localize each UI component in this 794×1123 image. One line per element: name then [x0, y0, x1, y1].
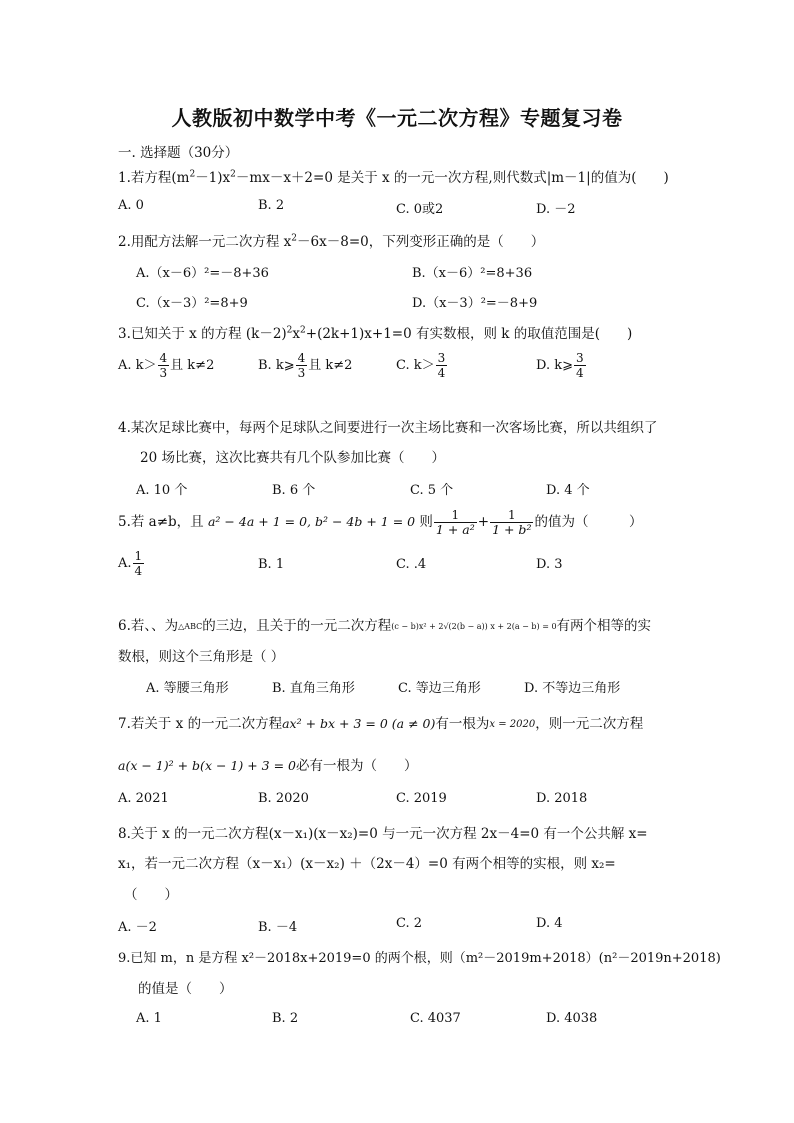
question-9-line-2: 的值是（ ） — [138, 981, 233, 997]
q2-option-c: C.（x－3）²=8+9 — [136, 296, 248, 311]
question-9-line-1: 9.已知 m，n 是方程 x²－2018x+2019=0 的两个根，则（m²－2019m+2018）(n²－2019n+2018) — [118, 951, 721, 966]
question-3: 3.已知关于 x 的方程 $(k-2)^2x^2+(2k+1)x+1=0$ 有实数根，则 k 的取值范围是( ) — [118, 325, 633, 342]
q4-option-b: B. 6 个 — [272, 483, 316, 498]
q4-option-d: D. 4 个 — [546, 483, 590, 498]
q7-option-b: B. 2020 — [258, 791, 309, 806]
q7-root: x = 2020 — [489, 719, 536, 730]
q7-equation-1: ax² + bx + 3 = 0 (a ≠ 0) — [282, 716, 436, 731]
question-5: 5.若 a≠b，且 a² − 4a + 1 = 0, b² − 4b + 1 = 0 则 $\frac{1}{\text{1 + a²}}$ + $\frac{1}{\text{1 + b²}}$ 的值为（ ） — [118, 508, 643, 537]
question-2: 2.用配方法解一元二次方程 $x^2-6x-8=0$，下列变形正确的是（ ） — [118, 233, 545, 250]
q1-stem-part: －1)x — [195, 170, 231, 186]
q5-option-c: C. .4 — [396, 557, 427, 572]
question-7-line-2 — [118, 754, 418, 774]
q3-d-prefix: D. k⩾ — [536, 358, 573, 373]
q6-stem-part: 6.若 — [118, 618, 145, 634]
q3-a-suffix: 且 k≠2 — [170, 358, 215, 373]
q5-option-d: D. 3 — [536, 557, 563, 572]
q7-option-c: C. 2019 — [396, 791, 447, 806]
q7-stem-part: 有一根为 — [435, 716, 490, 732]
question-1: 1.若方程$(m^2-1)x^2-mx-x+2=0$ 是关于 x 的一元一次方程,则代数式|m－1|的值为( ) — [118, 169, 669, 186]
q6-option-d: D. 不等边三角形 — [524, 681, 621, 696]
q5-condition: a² − 4a + 1 = 0, b² − 4b + 1 = 0 — [207, 514, 416, 529]
q7-stem-part: 7.若关于 x 的一元二次方程 — [118, 716, 283, 732]
q3-option-d — [536, 351, 587, 380]
q3-stem-part: +(2k+1)x+1=0 有实数根，则 k 的取值范围是( ) — [305, 326, 633, 342]
q3-a-prefix: A. k＞ — [118, 358, 157, 373]
q9-option-c: C. 4037 — [410, 1011, 461, 1026]
question-6-line-1 — [118, 614, 651, 634]
q6-stem-part: 的一元二次方程 — [296, 618, 392, 634]
q6-stem-part: 为 — [164, 618, 179, 634]
q5-a-prefix: A. — [118, 556, 132, 571]
q6-stem-part: 有两个相等的实 — [556, 618, 652, 634]
q3-option-c — [396, 351, 448, 380]
question-4-line-1: 4.某次足球比赛中，每两个足球队之间要进行一次主场比赛和一次客场比赛，所以共组织了 — [118, 420, 658, 436]
q7-equation-2: a(x − 1)² + b(x − 1) + 3 = 0 — [118, 758, 296, 773]
q1-stem-part: －mx－x＋2=0 是关于 x 的一元一次方程,则代数式|m－1|的值为( ) — [235, 170, 669, 186]
q5-option-b: B. 1 — [258, 557, 285, 572]
q1-option-d: D. －2 — [536, 202, 576, 217]
fraction: $\frac{4}{3}$ — [159, 351, 168, 380]
q7-option-a: A. 2021 — [118, 791, 169, 806]
question-8-line-3: （ ） — [124, 887, 178, 903]
q9-option-a: A. 1 — [136, 1011, 162, 1026]
fraction: $\frac{1}{4}$ — [134, 549, 143, 578]
fraction: $\frac{1}{\text{1 + a²}}$ — [435, 508, 475, 537]
q6-option-a: A. 等腰三角形 — [146, 681, 229, 696]
q1-option-b: B. 2 — [258, 198, 285, 213]
q6-option-b: B. 直角三角形 — [272, 681, 355, 696]
q6-stem-part: 的三边，且关于 — [202, 618, 297, 634]
q6-stem-part: 、 — [151, 618, 165, 634]
fraction: $\frac{3}{4}$ — [576, 351, 584, 380]
q2-option-a: A.（x－6）²=－8+36 — [136, 266, 269, 281]
q5-option-a — [118, 549, 145, 578]
fraction: $\frac{4}{3}$ — [297, 351, 306, 380]
q8-option-a: A. －2 — [118, 920, 157, 935]
question-8-line-1: 8.关于 x 的一元二次方程(x－x₁)(x－x₂)=0 与一元一次方程 2x－4=0 有一个公共解 x= — [118, 826, 648, 842]
q1-option-c: C. 0或2 — [396, 202, 444, 217]
section-heading: 一. 选择题（30分） — [118, 145, 239, 161]
fraction: $\frac{1}{\text{1 + b²}}$ — [492, 508, 532, 537]
page-title: 人教版初中数学中考《一元二次方程》专题复习卷 — [171, 106, 623, 130]
q5-stem-part: 5.若 a≠b，且 — [118, 514, 204, 530]
q7-stem-part: ，则一元二次方程 — [535, 716, 644, 732]
fraction: $\frac{3}{4}$ — [437, 351, 446, 380]
q6-stem-part: 、 — [144, 618, 152, 634]
q4-option-c: C. 5 个 — [410, 483, 454, 498]
q6-option-c: C. 等边三角形 — [398, 681, 481, 696]
q9-option-d: D. 4038 — [546, 1011, 598, 1026]
question-7-line-1 — [118, 712, 643, 732]
q2-option-d: D.（x－3）²=－8+9 — [412, 296, 538, 311]
q8-option-d: D. 4 — [536, 916, 563, 931]
q8-option-c: C. 2 — [396, 916, 423, 931]
question-4-line-2: 20 场比赛，这次比赛共有几个队参加比赛（ ） — [140, 450, 445, 466]
q7-stem-part: 必有一根为（ ） — [296, 758, 418, 774]
q6-equation: (c − b)x² + 2√(2(b − a)) x + 2(a − b) = 0 — [391, 622, 557, 631]
q3-b-suffix: 且 k≠2 — [308, 358, 353, 373]
q1-option-a: A. 0 — [118, 198, 144, 213]
q2-stem-part: －6x－8=0，下列变形正确的是（ ） — [297, 234, 545, 250]
q2-stem-part: 2.用配方法解一元二次方程 x — [118, 234, 292, 250]
q3-c-prefix: C. k＞ — [396, 358, 435, 373]
q5-stem-part: 的值为（ ） — [534, 514, 643, 530]
q3-option-a — [118, 351, 214, 380]
q3-b-prefix: B. k⩾ — [258, 358, 295, 373]
q9-option-b: B. 2 — [272, 1011, 299, 1026]
q6-triangle-label: △ABC — [178, 622, 203, 631]
q2-option-b: B.（x－6）²=8+36 — [412, 266, 533, 281]
q3-option-b — [258, 351, 352, 380]
q3-stem-part: 3.已知关于 x 的方程 (k－2) — [118, 326, 287, 342]
question-6-line-2: 数根，则这个三角形是（ ） — [118, 649, 285, 665]
q4-option-a: A. 10 个 — [136, 483, 188, 498]
q8-option-b: B. －4 — [258, 920, 298, 935]
q1-stem-part: 1.若方程(m — [118, 170, 190, 186]
q3-stem-part: x — [292, 326, 301, 342]
question-8-line-2: x₁，若一元二次方程（x－x₁）(x－x₂) ＋（2x－4）=0 有两个相等的实根，则 x₂= — [118, 856, 616, 872]
q5-stem-part: 则 — [419, 514, 433, 530]
q7-option-d: D. 2018 — [536, 791, 588, 806]
